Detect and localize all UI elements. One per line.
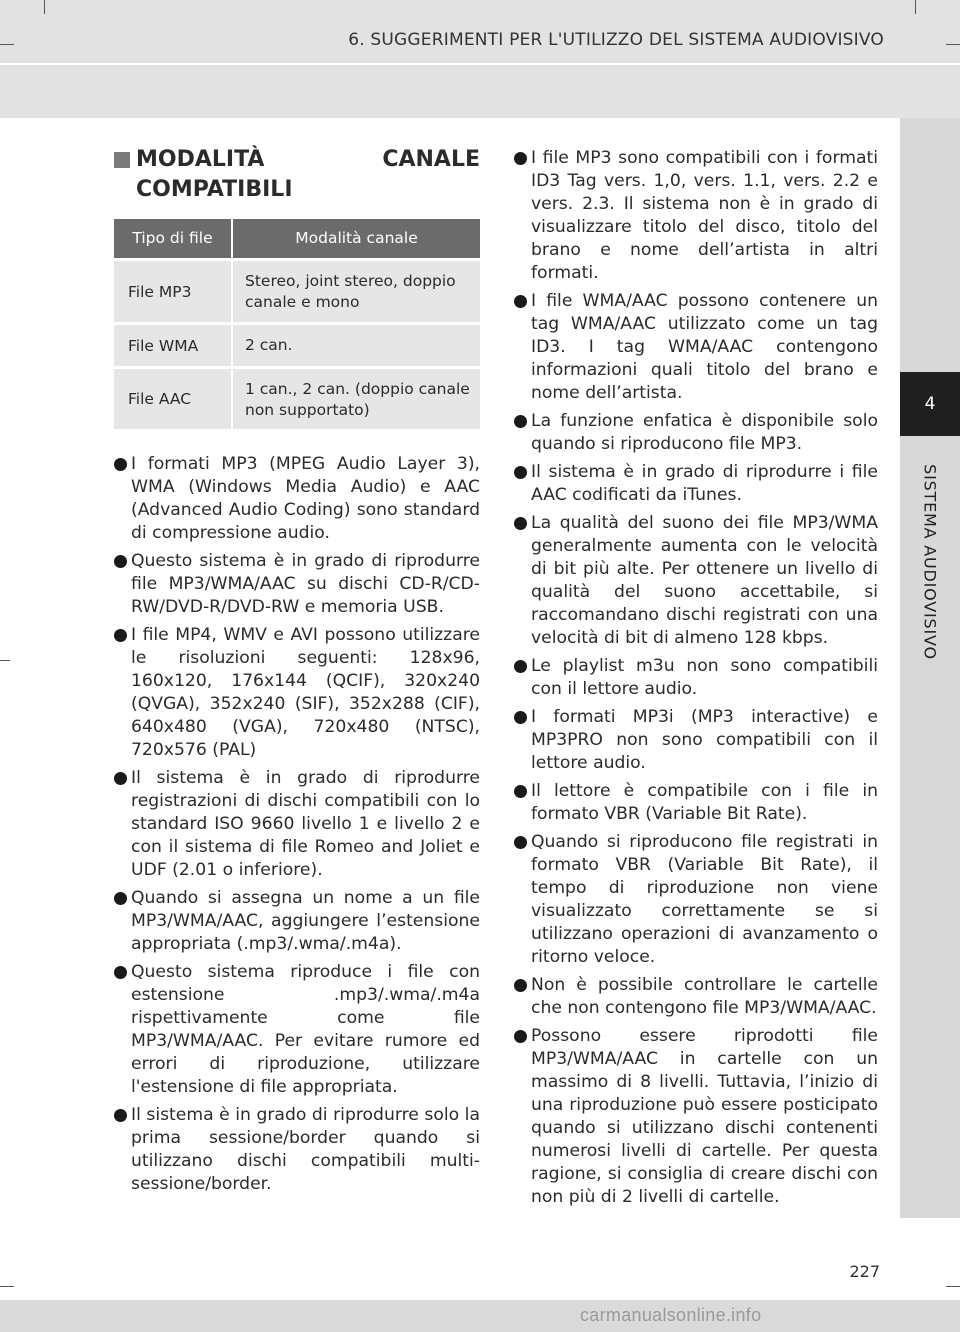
- list-item-text: Possono essere riprodotti file MP3/WMA/AAC in cartelle con un massimo di 8 livelli. Tuttavia, l’inizio di una riproduzione può essere posticipato quando si utilizzano dischi contenenti numerosi livelli di cartelle. Per questa ragione, si consiglia di creare dischi con non più di 2 livelli di cartelle.: [531, 1026, 878, 1207]
- list-item: [514, 1025, 878, 1209]
- list-item-text: Quando si riproducono file registrati in formato VBR (Variable Bit Rate), il tempo di riproduzione non viene visualizzato correttamente se si utilizzano operazioni di avanzamento o ritorno veloce.: [531, 832, 878, 967]
- bullet-dot-icon: [514, 517, 527, 530]
- list-item-text: Quando si assegna un nome a un file MP3/WMA/AAC, aggiungere l’estensione appropriata (.mp3/.wma/.m4a).: [131, 888, 480, 954]
- table-cell: File WMA: [114, 323, 232, 367]
- page-number: 227: [849, 1262, 880, 1281]
- list-item-text: Il sistema è in grado di riprodurre solo la prima sessione/border quando si utilizzano dischi compatibili multi-sessione/border.: [131, 1105, 480, 1194]
- bullet-dot-icon: [114, 555, 127, 568]
- bullet-dot-icon: [114, 1109, 127, 1122]
- list-item-text: Non è possibile controllare le cartelle che non contengono file MP3/WMA/AAC.: [531, 975, 878, 1018]
- list-item-text: La qualità del suono dei file MP3/WMA generalmente aumenta con le velocità di bit più alte. Per ottenere un livello di qualità del suono accettabile, si raccomandano dischi registrati con una velocità di bit di almeno 128 kbps.: [531, 513, 878, 648]
- table-header-cell: Modalità canale: [232, 219, 480, 259]
- bullet-dot-icon: [514, 466, 527, 479]
- crop-mark: [946, 1286, 960, 1287]
- list-item-text: I file WMA/AAC possono contenere un tag WMA/AAC utilizzato come un tag ID3. I tag WMA/AAC contengono informazioni quali titolo del brano e nome dell’artista.: [531, 291, 878, 403]
- crop-mark: [915, 0, 916, 14]
- square-bullet-icon: [114, 152, 130, 168]
- bullet-dot-icon: [514, 785, 527, 798]
- list-item: [114, 767, 480, 882]
- crop-mark: [946, 44, 960, 45]
- crop-mark: [0, 1286, 14, 1287]
- right-column: [514, 147, 878, 1214]
- list-item-text: I formati MP3 (MPEG Audio Layer 3), WMA (Windows Media Audio) e AAC (Advanced Audio Coding) sono standard di compressione audio.: [131, 454, 480, 543]
- bullet-dot-icon: [514, 979, 527, 992]
- list-item: [514, 974, 878, 1020]
- bullet-dot-icon: [114, 458, 127, 471]
- bullet-dot-icon: [514, 415, 527, 428]
- list-item-text: Le playlist m3u non sono compatibili con il lettore audio.: [531, 656, 878, 699]
- table-row: [114, 367, 480, 429]
- list-item: [114, 1104, 480, 1196]
- list-item-text: I formati MP3i (MP3 interactive) e MP3PRO non sono compatibili con il lettore audio.: [531, 707, 878, 773]
- list-item: [114, 887, 480, 956]
- section-heading-line2: COMPATIBILI: [136, 177, 293, 202]
- table-cell: Stereo, joint stereo, doppio canale e mono: [232, 259, 480, 323]
- bullet-dot-icon: [114, 772, 127, 785]
- list-item-text: Questo sistema riproduce i file con estensione .mp3/.wma/.m4a rispettivamente come file MP3/WMA/AAC. Per evitare rumore ed errori di riproduzione, utilizzare l'estensione di file appropriata.: [131, 962, 480, 1097]
- bullet-dot-icon: [114, 629, 127, 642]
- chapter-label: SISTEMA AUDIOVISIVO: [920, 464, 940, 660]
- table-row: [114, 259, 480, 323]
- footer-bar: [0, 1300, 960, 1332]
- channel-mode-table: [114, 219, 480, 429]
- table-cell: File AAC: [114, 367, 232, 429]
- bullet-dot-icon: [514, 152, 527, 165]
- bullet-dot-icon: [114, 892, 127, 905]
- list-item-text: I file MP3 sono compatibili con i formati ID3 Tag vers. 1,0, vers. 1.1, vers. 2.2 e vers. 2.3. Il sistema non è in grado di visualizzare titolo del disco, titolo del brano e nome dell’artista in altri formati.: [531, 148, 878, 283]
- left-bullet-list: [114, 453, 480, 1196]
- list-item: [114, 624, 480, 762]
- table-cell: File MP3: [114, 259, 232, 323]
- bullet-dot-icon: [114, 966, 127, 979]
- bullet-dot-icon: [514, 711, 527, 724]
- section-heading-line1: MODALITÀ CANALE: [136, 147, 480, 172]
- list-item: [514, 831, 878, 969]
- list-item-text: I file MP4, WMV e AVI possono utilizzare le risoluzioni seguenti: 128x96, 160x120, 176x144 (QCIF), 320x240 (QVGA), 352x240 (SIF), 352x288 (CIF), 640x480 (VGA), 720x480 (NTSC), 720x576 (PAL): [131, 625, 480, 760]
- left-column: [114, 145, 480, 1201]
- list-item-text: La funzione enfatica è disponibile solo quando si riproducono file MP3.: [531, 411, 878, 454]
- crop-mark: [0, 44, 14, 45]
- bullet-dot-icon: [514, 1030, 527, 1043]
- list-item-text: Il sistema è in grado di riprodurre i file AAC codificati da iTunes.: [531, 462, 878, 505]
- bullet-dot-icon: [514, 295, 527, 308]
- right-bullet-list: [514, 147, 878, 1209]
- table-cell: 2 can.: [232, 323, 480, 367]
- list-item: [114, 550, 480, 619]
- list-item: [514, 655, 878, 701]
- crop-mark: [44, 0, 45, 14]
- header-band: [0, 0, 960, 118]
- list-item-text: Il sistema è in grado di riprodurre registrazioni di dischi compatibili con lo standard ISO 9660 livello 1 e livello 2 e con il sistema di file Romeo and Joliet e UDF (2.01 o inferiore).: [131, 768, 480, 880]
- table-row: [114, 323, 480, 367]
- list-item: [514, 512, 878, 650]
- bullet-dot-icon: [514, 836, 527, 849]
- table-cell: 1 can., 2 can. (doppio canale non supportato): [232, 367, 480, 429]
- watermark-text[interactable]: carmanualsonline.info: [580, 1305, 762, 1325]
- list-item-text: Questo sistema è in grado di riprodurre file MP3/WMA/AAC su dischi CD-R/CD-RW/DVD-R/DVD-RW e memoria USB.: [131, 551, 480, 617]
- section-heading: [114, 145, 480, 205]
- bullet-dot-icon: [514, 660, 527, 673]
- list-item: [114, 961, 480, 1099]
- list-item: [514, 780, 878, 826]
- chapter-label-container: [900, 452, 960, 672]
- list-item-text: Il lettore è compatibile con i file in formato VBR (Variable Bit Rate).: [531, 781, 878, 824]
- list-item: [514, 290, 878, 405]
- page-header-title: 6. SUGGERIMENTI PER L'UTILIZZO DEL SISTEMA AUDIOVISIVO: [348, 30, 884, 50]
- chapter-number-tab: 4: [900, 372, 960, 436]
- crop-mark: [0, 660, 10, 661]
- header-divider: [0, 63, 960, 65]
- list-item: [514, 147, 878, 285]
- list-item: [514, 410, 878, 456]
- table-header-cell: Tipo di file: [114, 219, 232, 259]
- list-item: [514, 461, 878, 507]
- table-header-row: [114, 219, 480, 259]
- list-item: [114, 453, 480, 545]
- list-item: [514, 706, 878, 775]
